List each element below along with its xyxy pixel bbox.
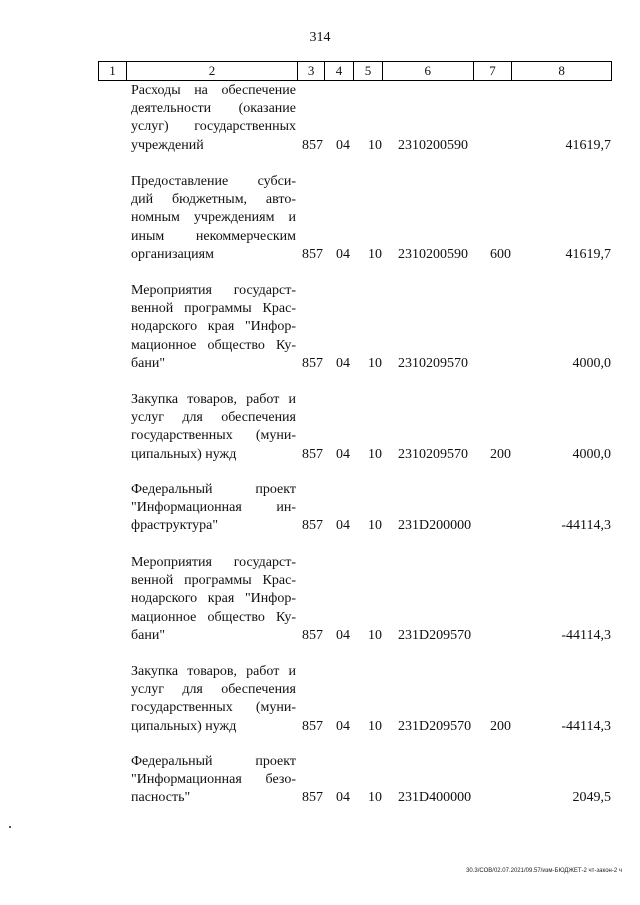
header-col-1: 1 <box>99 62 127 80</box>
row-c6-cell: 2310200590 <box>398 246 468 262</box>
row-name-line: учреждений <box>131 137 204 153</box>
row-c5-cell: 10 <box>368 790 382 806</box>
row-name-line: "Информационная ин- <box>131 500 296 516</box>
row-name <box>131 391 296 464</box>
footer-reference: 30.3/СОВ/02.07.2021/09.57/изм-БЮДЖЕТ-2 чт-закон-2 ч <box>466 868 622 874</box>
row-c6-cell: 2310200590 <box>398 137 468 153</box>
row-c4-cell: 04 <box>336 355 350 371</box>
row-c3-cell: 857 <box>302 790 323 806</box>
row-name <box>131 753 296 808</box>
row-name-line: ципальных) нужд <box>131 446 237 462</box>
row-c5-cell: 10 <box>368 518 382 534</box>
row-name-line: Федеральный проект <box>131 754 296 769</box>
row-name-line: услуг для обеспечения <box>131 682 296 698</box>
row-name-line: нодарского края "Инфор- <box>131 319 296 335</box>
row-name <box>131 554 296 645</box>
row-name <box>131 173 296 264</box>
row-name-line: венной программы Крас- <box>131 301 296 317</box>
row-name-line: мационное общество Ку- <box>131 609 296 625</box>
row-name-line: ципальных) нужд <box>131 718 237 734</box>
row-name-line: пасность" <box>131 790 191 806</box>
row-c4-cell: 04 <box>336 518 350 534</box>
row-c8-cell: 41619,7 <box>565 246 611 262</box>
row-c6-cell: 231D200000 <box>398 518 472 534</box>
row-name-line: услуг для обеспечения <box>131 410 296 426</box>
row-c6-cell: 231D209570 <box>398 718 472 734</box>
row-name-line: государственных (муни- <box>131 700 296 716</box>
table-header <box>98 61 612 81</box>
row-c5-cell: 10 <box>368 246 382 262</box>
row-c7-cell: 200 <box>490 446 511 462</box>
row-c3-cell: 857 <box>302 627 323 643</box>
row-name <box>131 282 296 373</box>
page-number: 314 <box>309 30 331 45</box>
row-c4-cell: 04 <box>336 718 350 734</box>
row-c5-cell: 10 <box>368 718 382 734</box>
row-name-line: нодарского края "Инфор- <box>131 591 296 607</box>
row-c3-cell: 857 <box>302 518 323 534</box>
row-c6-cell: 2310209570 <box>398 446 468 462</box>
row-name-line: Предоставление субси- <box>131 174 296 189</box>
row-name <box>131 481 296 536</box>
row-name-line: Федеральный проект <box>131 482 296 497</box>
row-c6-cell: 2310209570 <box>398 355 468 371</box>
row-name-line: Расходы на обеспечение <box>131 83 296 98</box>
header-col-6: 6 <box>383 62 474 80</box>
row-c3-cell: 857 <box>302 718 323 734</box>
row-c3-cell: 857 <box>302 246 323 262</box>
row-c3-cell: 857 <box>302 355 323 371</box>
row-name-line: "Информационная безо- <box>131 772 296 788</box>
row-name-line: бани" <box>131 627 166 643</box>
row-c4-cell: 04 <box>336 246 350 262</box>
row-c4-cell: 04 <box>336 446 350 462</box>
row-c6-cell: 231D400000 <box>398 790 472 806</box>
row-name-line: Закупка товаров, работ и <box>131 664 296 679</box>
row-c7-cell: 600 <box>490 246 511 262</box>
header-col-4: 4 <box>325 62 354 80</box>
row-name-line: мационное общество Ку- <box>131 337 296 353</box>
row-c6-cell: 231D209570 <box>398 627 472 643</box>
row-c5-cell: 10 <box>368 137 382 153</box>
row-c8-cell: 41619,7 <box>565 137 611 153</box>
row-name-line: Закупка товаров, работ и <box>131 392 296 407</box>
header-col-7: 7 <box>474 62 513 80</box>
row-c8-cell: -44114,3 <box>561 518 611 534</box>
row-c4-cell: 04 <box>336 790 350 806</box>
header-col-8: 8 <box>558 63 565 78</box>
row-c4-cell: 04 <box>336 137 350 153</box>
header-col-2: 2 <box>127 62 298 80</box>
header-col-3: 3 <box>298 62 325 80</box>
row-c5-cell: 10 <box>368 627 382 643</box>
row-c8-cell: 2049,5 <box>572 790 611 806</box>
row-c7-cell: 200 <box>490 718 511 734</box>
header-col-5: 5 <box>354 62 383 80</box>
scan-speck <box>9 826 11 828</box>
row-name-line: фраструктура" <box>131 518 219 534</box>
row-name-line: услуг) государственных <box>131 119 296 135</box>
row-c5-cell: 10 <box>368 355 382 371</box>
row-c3-cell: 857 <box>302 137 323 153</box>
row-name <box>131 82 296 155</box>
row-name-line: государственных (муни- <box>131 428 296 444</box>
row-name-line: бани" <box>131 355 166 371</box>
row-c5-cell: 10 <box>368 446 382 462</box>
row-name <box>131 663 296 736</box>
row-name-line: номным учреждениям и <box>131 210 296 226</box>
row-name-line: Мероприятия государст- <box>131 283 296 298</box>
row-c8-cell: -44114,3 <box>561 718 611 734</box>
row-c8-cell: -44114,3 <box>561 627 611 643</box>
row-name-line: иным некоммерческим <box>131 228 296 244</box>
row-c8-cell: 4000,0 <box>572 446 611 462</box>
row-c4-cell: 04 <box>336 627 350 643</box>
row-name-line: деятельности (оказание <box>131 101 296 117</box>
row-name-line: венной программы Крас- <box>131 573 296 589</box>
row-c8-cell: 4000,0 <box>572 355 611 371</box>
row-name-line: дий бюджетным, авто- <box>131 192 296 208</box>
row-name-line: Мероприятия государст- <box>131 555 296 570</box>
row-c3-cell: 857 <box>302 446 323 462</box>
row-name-line: организациям <box>131 246 214 262</box>
